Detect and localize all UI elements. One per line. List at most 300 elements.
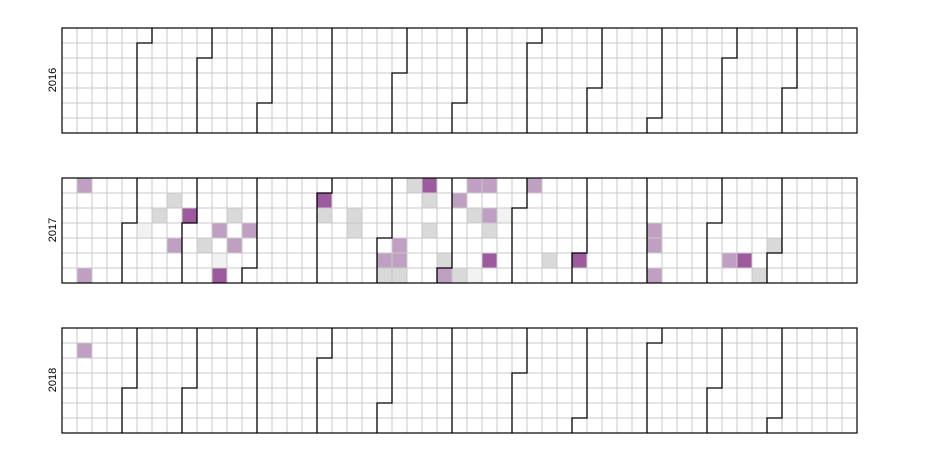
day-cell <box>77 358 92 373</box>
day-cell <box>332 88 347 103</box>
day-cell <box>842 418 857 433</box>
day-cell <box>542 418 557 433</box>
day-cell <box>152 268 167 283</box>
day-cell <box>167 343 182 358</box>
day-cell <box>827 388 842 403</box>
day-cell <box>452 43 467 58</box>
day-cell <box>602 193 617 208</box>
day-cell <box>827 328 842 343</box>
day-cell <box>512 73 527 88</box>
day-cell <box>242 373 257 388</box>
day-cell <box>257 238 272 253</box>
day-cell <box>572 343 587 358</box>
day-cell <box>812 358 827 373</box>
day-cell <box>737 238 752 253</box>
day-cell <box>452 88 467 103</box>
day-cell <box>407 328 422 343</box>
day-cell <box>842 118 857 133</box>
day-cell <box>707 373 722 388</box>
day-cell <box>437 43 452 58</box>
day-cell <box>602 118 617 133</box>
day-cell <box>827 373 842 388</box>
day-cell <box>602 358 617 373</box>
day-cell <box>152 388 167 403</box>
day-cell <box>542 58 557 73</box>
day-cell <box>782 103 797 118</box>
day-cell <box>272 358 287 373</box>
day-cell <box>287 223 302 238</box>
day-cell <box>782 28 797 43</box>
day-cell <box>287 73 302 88</box>
day-cell <box>272 103 287 118</box>
day-cell <box>842 373 857 388</box>
value-cell <box>213 254 227 268</box>
day-cell <box>842 208 857 223</box>
day-cell <box>407 193 422 208</box>
day-cell <box>707 238 722 253</box>
day-cell <box>527 373 542 388</box>
day-cell <box>197 103 212 118</box>
day-cell <box>752 328 767 343</box>
day-cell <box>602 58 617 73</box>
day-cell <box>617 373 632 388</box>
day-cell <box>332 223 347 238</box>
day-cell <box>692 328 707 343</box>
day-cell <box>197 223 212 238</box>
day-cell <box>842 193 857 208</box>
day-cell <box>692 253 707 268</box>
day-cell <box>482 268 497 283</box>
day-cell <box>797 178 812 193</box>
day-cell <box>722 178 737 193</box>
day-cell <box>107 403 122 418</box>
day-cell <box>512 58 527 73</box>
day-cell <box>332 28 347 43</box>
value-cell <box>318 194 332 208</box>
day-cell <box>767 193 782 208</box>
day-cell <box>122 28 137 43</box>
day-cell <box>347 403 362 418</box>
day-cell <box>542 28 557 43</box>
day-cell <box>647 208 662 223</box>
day-cell <box>302 223 317 238</box>
day-cell <box>587 343 602 358</box>
day-cell <box>662 328 677 343</box>
day-cell <box>797 388 812 403</box>
day-cell <box>677 88 692 103</box>
day-cell <box>722 193 737 208</box>
day-cell <box>542 103 557 118</box>
day-cell <box>512 103 527 118</box>
day-cell <box>512 223 527 238</box>
day-cell <box>152 373 167 388</box>
value-cell <box>483 179 497 193</box>
day-cell <box>347 343 362 358</box>
day-cell <box>782 223 797 238</box>
day-cell <box>212 358 227 373</box>
day-cell <box>362 268 377 283</box>
day-cell <box>77 88 92 103</box>
value-cell <box>723 254 737 268</box>
year-label-2016: 2016 <box>47 67 59 93</box>
value-cell <box>648 224 662 238</box>
day-cell <box>707 253 722 268</box>
day-cell <box>722 73 737 88</box>
day-cell <box>842 388 857 403</box>
day-cell <box>617 73 632 88</box>
day-cell <box>302 73 317 88</box>
day-cell <box>212 103 227 118</box>
day-cell <box>227 268 242 283</box>
day-cell <box>137 418 152 433</box>
day-cell <box>452 73 467 88</box>
day-cell <box>242 118 257 133</box>
day-cell <box>257 358 272 373</box>
day-cell <box>812 373 827 388</box>
day-cell <box>392 418 407 433</box>
day-cell <box>572 208 587 223</box>
day-cell <box>167 28 182 43</box>
day-cell <box>842 103 857 118</box>
day-cell <box>302 343 317 358</box>
day-cell <box>77 43 92 58</box>
day-cell <box>422 373 437 388</box>
day-cell <box>92 328 107 343</box>
day-cell <box>797 193 812 208</box>
day-cell <box>227 343 242 358</box>
day-cell <box>842 28 857 43</box>
day-cell <box>542 118 557 133</box>
day-cell <box>122 328 137 343</box>
day-cell <box>197 28 212 43</box>
day-cell <box>242 58 257 73</box>
value-cell <box>648 239 662 253</box>
day-cell <box>137 193 152 208</box>
day-cell <box>692 358 707 373</box>
day-cell <box>737 88 752 103</box>
day-cell <box>722 268 737 283</box>
day-cell <box>602 403 617 418</box>
day-cell <box>662 238 677 253</box>
value-cell <box>453 194 467 208</box>
day-cell <box>467 58 482 73</box>
day-cell <box>782 343 797 358</box>
day-cell <box>482 373 497 388</box>
day-cell <box>227 253 242 268</box>
day-cell <box>77 58 92 73</box>
day-cell <box>512 28 527 43</box>
day-cell <box>122 238 137 253</box>
day-cell <box>527 403 542 418</box>
day-cell <box>407 88 422 103</box>
day-cell <box>227 118 242 133</box>
day-cell <box>692 388 707 403</box>
day-cell <box>152 43 167 58</box>
day-cell <box>362 103 377 118</box>
day-cell <box>572 73 587 88</box>
day-cell <box>797 418 812 433</box>
day-cell <box>332 73 347 88</box>
day-cell <box>92 268 107 283</box>
day-cell <box>242 328 257 343</box>
day-cell <box>347 73 362 88</box>
day-cell <box>812 118 827 133</box>
day-cell <box>572 88 587 103</box>
day-cell <box>527 103 542 118</box>
day-cell <box>782 58 797 73</box>
day-cell <box>197 343 212 358</box>
day-cell <box>62 373 77 388</box>
value-cell <box>573 254 587 268</box>
day-cell <box>782 178 797 193</box>
day-cell <box>422 103 437 118</box>
day-cell <box>62 73 77 88</box>
day-cell <box>257 208 272 223</box>
value-cell <box>498 209 512 223</box>
day-cell <box>257 403 272 418</box>
day-cell <box>812 193 827 208</box>
day-cell <box>452 178 467 193</box>
day-cell <box>797 58 812 73</box>
day-cell <box>167 73 182 88</box>
day-cell <box>392 343 407 358</box>
day-cell <box>782 388 797 403</box>
day-cell <box>827 358 842 373</box>
day-cell <box>647 358 662 373</box>
day-cell <box>632 238 647 253</box>
day-cell <box>602 268 617 283</box>
day-cell <box>227 103 242 118</box>
day-cell <box>602 223 617 238</box>
day-cell <box>407 343 422 358</box>
day-cell <box>377 343 392 358</box>
day-cell <box>377 43 392 58</box>
day-cell <box>797 268 812 283</box>
value-cell <box>153 209 167 223</box>
day-cell <box>77 103 92 118</box>
day-cell <box>212 193 227 208</box>
day-cell <box>752 418 767 433</box>
day-cell <box>692 73 707 88</box>
day-cell <box>62 178 77 193</box>
day-cell <box>242 388 257 403</box>
day-cell <box>692 193 707 208</box>
day-cell <box>572 28 587 43</box>
day-cell <box>647 343 662 358</box>
day-cell <box>767 223 782 238</box>
day-cell <box>422 238 437 253</box>
day-cell <box>542 403 557 418</box>
day-cell <box>527 418 542 433</box>
day-cell <box>617 328 632 343</box>
day-cell <box>242 268 257 283</box>
value-cell <box>213 269 227 283</box>
day-cell <box>122 358 137 373</box>
day-cell <box>632 403 647 418</box>
day-cell <box>332 358 347 373</box>
day-cell <box>632 118 647 133</box>
day-cell <box>737 28 752 43</box>
day-cell <box>317 328 332 343</box>
day-cell <box>647 73 662 88</box>
day-cell <box>317 223 332 238</box>
day-cell <box>92 88 107 103</box>
day-cell <box>197 403 212 418</box>
day-cell <box>797 103 812 118</box>
day-cell <box>257 268 272 283</box>
day-cell <box>257 88 272 103</box>
day-cell <box>752 403 767 418</box>
day-cell <box>227 388 242 403</box>
day-cell <box>62 418 77 433</box>
day-cell <box>362 238 377 253</box>
day-cell <box>647 373 662 388</box>
day-cell <box>242 343 257 358</box>
day-cell <box>137 88 152 103</box>
day-cell <box>542 343 557 358</box>
day-cell <box>617 88 632 103</box>
day-cell <box>392 388 407 403</box>
day-cell <box>497 193 512 208</box>
day-cell <box>752 43 767 58</box>
day-cell <box>422 343 437 358</box>
day-cell <box>137 103 152 118</box>
day-cell <box>167 388 182 403</box>
day-cell <box>797 238 812 253</box>
day-cell <box>392 103 407 118</box>
day-cell <box>302 208 317 223</box>
day-cell <box>692 103 707 118</box>
day-cell <box>302 43 317 58</box>
day-cell <box>197 328 212 343</box>
day-cell <box>152 118 167 133</box>
day-cell <box>782 118 797 133</box>
day-cell <box>137 253 152 268</box>
day-cell <box>527 193 542 208</box>
day-cell <box>557 388 572 403</box>
day-cell <box>692 178 707 193</box>
day-cell <box>767 268 782 283</box>
day-cell <box>332 43 347 58</box>
day-cell <box>107 358 122 373</box>
day-cell <box>767 58 782 73</box>
day-cell <box>647 103 662 118</box>
day-cell <box>722 403 737 418</box>
day-cell <box>407 358 422 373</box>
day-cell <box>737 103 752 118</box>
day-cell <box>722 373 737 388</box>
day-cell <box>197 358 212 373</box>
day-cell <box>827 73 842 88</box>
day-cell <box>107 238 122 253</box>
day-cell <box>767 103 782 118</box>
day-cell <box>107 103 122 118</box>
day-cell <box>317 118 332 133</box>
day-cell <box>572 403 587 418</box>
day-cell <box>557 178 572 193</box>
day-cell <box>737 223 752 238</box>
day-cell <box>407 223 422 238</box>
day-cell <box>302 418 317 433</box>
day-cell <box>692 223 707 238</box>
day-cell <box>377 88 392 103</box>
day-cell <box>722 358 737 373</box>
day-cell <box>557 88 572 103</box>
day-cell <box>662 418 677 433</box>
day-cell <box>677 388 692 403</box>
day-cell <box>92 178 107 193</box>
day-cell <box>572 388 587 403</box>
day-cell <box>92 373 107 388</box>
day-cell <box>572 238 587 253</box>
value-cell <box>378 254 392 268</box>
day-cell <box>587 58 602 73</box>
day-cell <box>602 373 617 388</box>
day-cell <box>167 103 182 118</box>
day-cell <box>62 268 77 283</box>
day-cell <box>107 328 122 343</box>
day-cell <box>317 103 332 118</box>
day-cell <box>287 388 302 403</box>
day-cell <box>182 58 197 73</box>
day-cell <box>572 418 587 433</box>
day-cell <box>722 88 737 103</box>
day-cell <box>482 58 497 73</box>
day-cell <box>122 178 137 193</box>
day-cell <box>437 418 452 433</box>
day-cell <box>362 178 377 193</box>
day-cell <box>77 223 92 238</box>
day-cell <box>137 388 152 403</box>
day-cell <box>332 58 347 73</box>
day-cell <box>422 388 437 403</box>
day-cell <box>812 343 827 358</box>
day-cell <box>167 178 182 193</box>
day-cell <box>467 103 482 118</box>
day-cell <box>677 343 692 358</box>
day-cell <box>557 343 572 358</box>
day-cell <box>527 238 542 253</box>
day-cell <box>812 238 827 253</box>
day-cell <box>302 28 317 43</box>
day-cell <box>842 178 857 193</box>
day-cell <box>182 103 197 118</box>
day-cell <box>542 208 557 223</box>
day-cell <box>137 343 152 358</box>
day-cell <box>347 43 362 58</box>
day-cell <box>182 253 197 268</box>
day-cell <box>662 343 677 358</box>
day-cell <box>197 268 212 283</box>
day-cell <box>452 358 467 373</box>
day-cell <box>812 58 827 73</box>
day-cell <box>332 103 347 118</box>
day-cell <box>152 58 167 73</box>
day-cell <box>77 253 92 268</box>
day-cell <box>812 403 827 418</box>
day-cell <box>797 358 812 373</box>
day-cell <box>167 58 182 73</box>
day-cell <box>662 253 677 268</box>
day-cell <box>497 373 512 388</box>
value-cell <box>423 224 437 238</box>
day-cell <box>197 178 212 193</box>
day-cell <box>542 388 557 403</box>
day-cell <box>452 253 467 268</box>
day-cell <box>587 88 602 103</box>
day-cell <box>392 328 407 343</box>
day-cell <box>122 403 137 418</box>
